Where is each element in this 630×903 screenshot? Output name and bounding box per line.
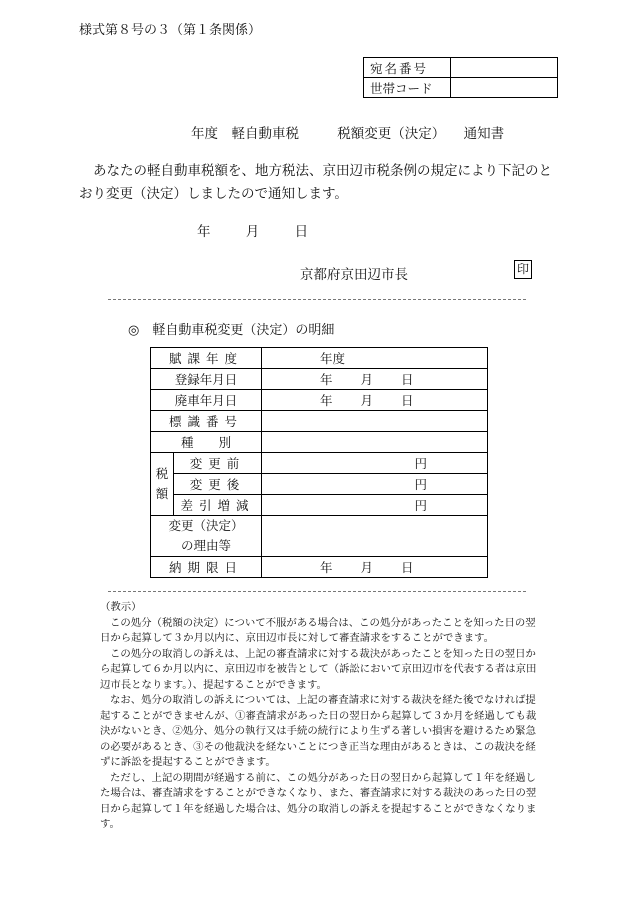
tax-diff-unit: 円 (262, 495, 488, 516)
category-value (262, 432, 488, 453)
registration-year: 年 (320, 372, 333, 387)
due-date-label: 納期限日 (151, 557, 262, 578)
seal-mark: 印 (514, 260, 532, 279)
issue-date-year: 年 (197, 224, 211, 240)
title-part-1: 年度 軽自動車税 (191, 126, 299, 142)
table-row (151, 453, 488, 474)
scrap-day: 日 (401, 393, 414, 408)
notice-paragraph: ただし、上記の期間が経過する前に、この処分があった日の翌日から起算して１年を経過した場合は、審査請求をすることができなくなり、また、審査請求に対する裁決のあった日の翌日から起算して１年を経過した場合は、処分の取消しの訴えを提起することができなくなります。 (100, 771, 537, 830)
issue-date (197, 220, 339, 240)
document-title (191, 122, 504, 142)
reason-label-line1: 変更（決定） (168, 518, 244, 533)
section-title: ◎ 軽自動車税変更（決定）の明細 (128, 323, 335, 338)
notice-paragraph: この処分の取消しの訴えは、上記の審査請求に対する裁決があったことを知った日の翌日から起算して６か月以内に、京田辺市を被告として（訴訟において京田辺市を代表する者は京田辺市長となります。）、提起することができます。 (100, 647, 537, 691)
divider-bottom (108, 591, 526, 592)
due-date-value (262, 557, 488, 578)
intro-text: あなたの軽自動車税額を、地方税法、京田辺市税条例の規定により下記のとおり変更（決定）しましたので通知します。 (79, 163, 552, 202)
divider-top (108, 299, 526, 300)
due-day: 日 (401, 560, 414, 575)
id-box-row (364, 78, 558, 98)
reason-label-line2: の理由等 (180, 538, 231, 553)
title-part-2: 税額変更（決定） (337, 126, 446, 142)
detail-table (150, 347, 488, 578)
notice-heading: （教示） (100, 601, 142, 613)
due-month: 月 (360, 560, 374, 575)
reason-label (151, 516, 262, 557)
due-year: 年 (320, 560, 333, 575)
scrap-year: 年 (320, 393, 333, 408)
tax-before-unit: 円 (262, 453, 488, 474)
table-row (151, 390, 488, 411)
household-code-value (451, 78, 558, 98)
fiscal-year-value: 年度 (262, 348, 488, 369)
scrap-date-label: 廃車年月日 (151, 390, 262, 411)
issue-date-month: 月 (245, 224, 260, 240)
address-number-value (451, 58, 558, 78)
scrap-date-value (262, 390, 488, 411)
id-box-row (364, 58, 558, 78)
table-row (151, 411, 488, 432)
tax-before-label: 変更前 (174, 453, 262, 474)
notice-paragraph: なお、処分の取消しの訴えについては、上記の審査請求に対する裁決を経た後でなければ提起することができませんが、①審査請求があった日の翌日から起算して３か月を経過しても裁決がないとき、②処分、処分の執行又は手続の続行により生ずる著しい損害を避けるため緊急の必要があるとき、③その他裁決を経ないことにつき正当な理由があるときは、この裁決を経ずに訴訟を提起することができます。 (100, 694, 537, 768)
registration-date-label: 登録年月日 (151, 369, 262, 390)
table-row (151, 557, 488, 578)
tax-after-unit: 円 (262, 474, 488, 495)
household-code-label: 世帯コード (364, 78, 451, 98)
issue-date-day: 日 (294, 224, 309, 240)
table-row (151, 495, 488, 516)
table-row (151, 516, 488, 557)
category-label: 種 別 (151, 432, 262, 453)
tax-amount-label: 税額 (151, 453, 174, 516)
table-row (151, 369, 488, 390)
tax-after-label: 変更後 (174, 474, 262, 495)
issuer-name: 京都府京田辺市長 (300, 267, 408, 283)
id-box (363, 57, 558, 98)
scrap-month: 月 (360, 393, 374, 408)
notice-paragraph: この処分（税額の決定）について不服がある場合は、この処分があったことを知った日の翌日から起算して３か月以内に、京田辺市長に対して審査請求をすることができます。 (100, 616, 536, 644)
table-row (151, 432, 488, 453)
registration-day: 日 (401, 372, 414, 387)
tax-diff-label: 差引増減 (174, 495, 262, 516)
plate-number-label: 標識番号 (151, 411, 262, 432)
form-number: 様式第８号の３（第１条関係） (79, 23, 262, 38)
title-part-3: 通知書 (463, 126, 505, 142)
reason-value (262, 516, 488, 557)
table-row (151, 348, 488, 369)
address-number-label: 宛名番号 (364, 58, 451, 78)
table-row (151, 474, 488, 495)
registration-month: 月 (360, 372, 374, 387)
fiscal-year-label: 賦課年度 (151, 348, 262, 369)
registration-date-value (262, 369, 488, 390)
plate-number-value (262, 411, 488, 432)
appeal-notice (100, 600, 540, 833)
